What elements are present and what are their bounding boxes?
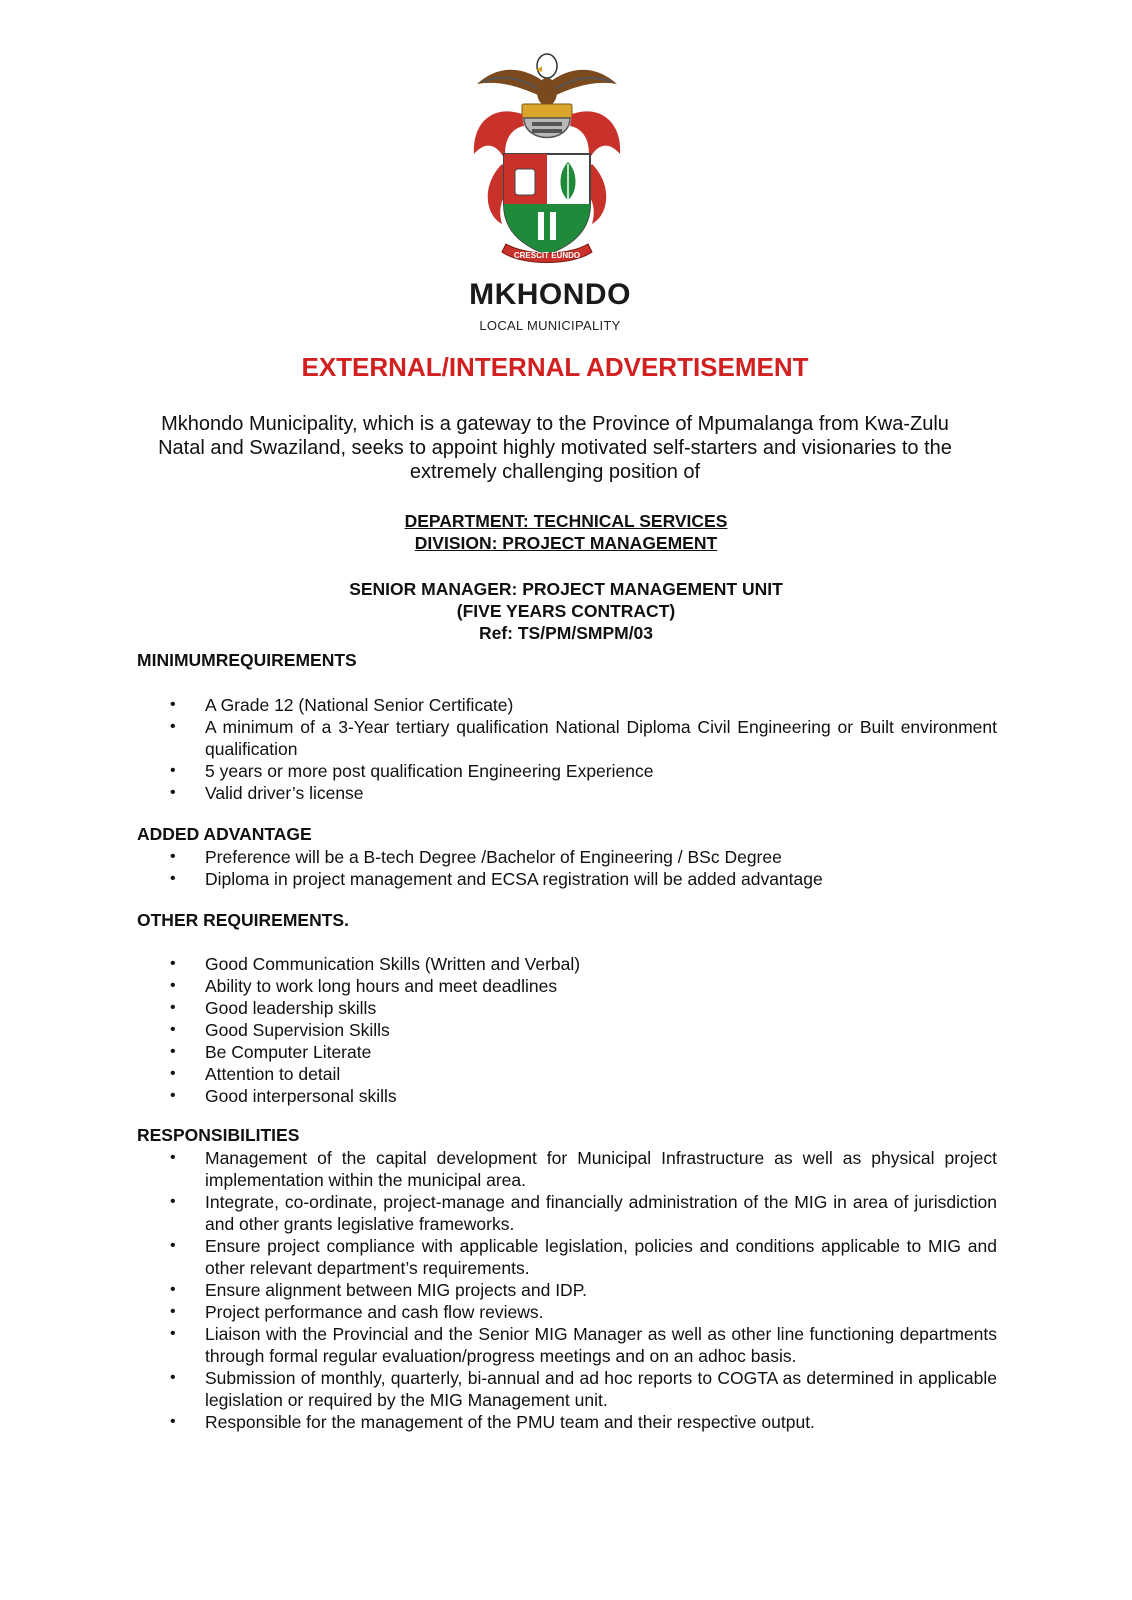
list-item: • Attention to detail bbox=[137, 1063, 997, 1085]
position-title: SENIOR MANAGER: PROJECT MANAGEMENT UNIT bbox=[349, 579, 783, 599]
other-requirements-heading: OTHER REQUIREMENTS. bbox=[137, 910, 349, 930]
list-item: • Management of the capital development for Municipal Infrastructure as well as physical project implementation within the municipal area. bbox=[137, 1147, 997, 1191]
list-item: • Ensure alignment between MIG projects and IDP. bbox=[137, 1279, 997, 1301]
added-advantage-heading: ADDED ADVANTAGE bbox=[137, 824, 312, 844]
department-block bbox=[0, 510, 1132, 554]
list-item: • Be Computer Literate bbox=[137, 1041, 997, 1063]
responsibilities-heading: RESPONSIBILITIES bbox=[137, 1125, 300, 1145]
org-name: MKHONDO bbox=[469, 278, 631, 311]
list-item: • Integrate, co-ordinate, project-manage and financially administration of the MIG in area of jurisdiction and other grants legislative frameworks. bbox=[137, 1191, 997, 1235]
reference-number: Ref: TS/PM/SMPM/03 bbox=[478, 623, 654, 643]
list-item: • Good Communication Skills (Written and Verbal) bbox=[137, 953, 997, 975]
list-item: • Project performance and cash flow reviews. bbox=[137, 1301, 997, 1323]
list-item: • A Grade 12 (National Senior Certificate) bbox=[137, 694, 997, 716]
minimum-requirements-list bbox=[137, 694, 997, 804]
department-line: DEPARTMENT: TECHNICAL SERVICES bbox=[404, 511, 728, 531]
list-item: • Valid driver’s license bbox=[137, 782, 997, 804]
division-line: DIVISION: PROJECT MANAGEMENT bbox=[414, 533, 718, 553]
intro-paragraph: Mkhondo Municipality, which is a gateway to the Province of Mpumalanga from Kwa-Zulu Natal and Swaziland, seeks to appoint highly motivated self-starters and visionaries to the extremely challenging position of bbox=[158, 413, 952, 483]
minimum-requirements-heading: MINIMUMREQUIREMENTS bbox=[137, 650, 357, 670]
list-item: • Good interpersonal skills bbox=[137, 1085, 997, 1107]
municipality-crest-logo bbox=[462, 44, 632, 274]
list-item: • 5 years or more post qualification Engineering Experience bbox=[137, 760, 997, 782]
advertisement-title: EXTERNAL/INTERNAL ADVERTISEMENT bbox=[301, 352, 809, 382]
responsibilities-list bbox=[137, 1147, 997, 1433]
list-item: • Liaison with the Provincial and the Senior MIG Manager as well as other line functioning departments through formal regular evaluation/progress meetings and on an adhoc basis. bbox=[137, 1323, 997, 1367]
position-block bbox=[0, 578, 1132, 644]
list-item: • Good leadership skills bbox=[137, 997, 997, 1019]
list-item: • Diploma in project management and ECSA registration will be added advantage bbox=[137, 868, 997, 890]
crest-motto: CRESCIT EUNDO bbox=[513, 251, 581, 260]
other-requirements-list bbox=[137, 953, 997, 1107]
list-item: • Preference will be a B-tech Degree /Bachelor of Engineering / BSc Degree bbox=[137, 846, 997, 868]
list-item: • Ensure project compliance with applicable legislation, policies and conditions applicable to MIG and other relevant department’s requirements. bbox=[137, 1235, 997, 1279]
added-advantage-list bbox=[137, 846, 997, 890]
list-item: • Ability to work long hours and meet deadlines bbox=[137, 975, 997, 997]
org-subtitle: LOCAL MUNICIPALITY bbox=[479, 318, 621, 333]
contract-term: (FIVE YEARS CONTRACT) bbox=[456, 601, 676, 621]
list-item: • Submission of monthly, quarterly, bi-annual and ad hoc reports to COGTA as determined in applicable legislation or required by the MIG Management unit. bbox=[137, 1367, 997, 1411]
list-item: • Good Supervision Skills bbox=[137, 1019, 997, 1041]
list-item: • A minimum of a 3-Year tertiary qualification National Diploma Civil Engineering or Built environment qualification bbox=[137, 716, 997, 760]
list-item: • Responsible for the management of the PMU team and their respective output. bbox=[137, 1411, 997, 1433]
